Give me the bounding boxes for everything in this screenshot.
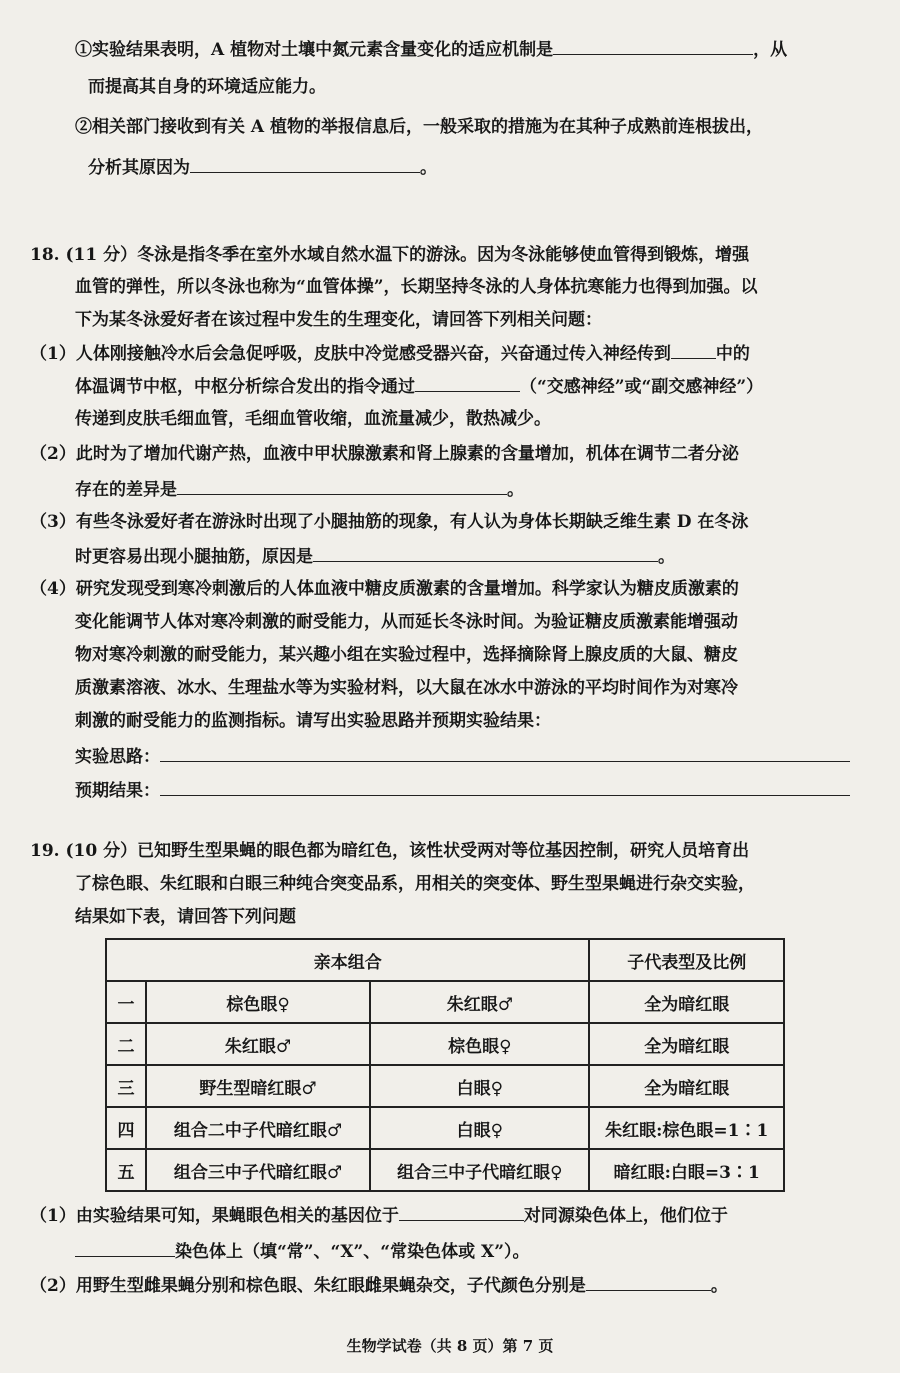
q19-part1-line2: 染色体上（填“常”、“X”、“常染色体或 X”）。 (75, 1240, 529, 1263)
q19-intro-2: 了棕色眼、朱红眼和白眼三种纯合突变品系，用相关的突变体、野生型果蝇进行杂交实验， (75, 874, 755, 894)
blank-q19-1b[interactable] (75, 1240, 175, 1257)
q19-intro-3: 结果如下表，请回答下列问题 (75, 907, 296, 927)
table-row (106, 1023, 784, 1065)
q17-sub1-line1: ①实验结果表明，A 植物对土壤中氮元素含量变化的适应机制是 ，从 (75, 40, 788, 60)
row-result: 朱红眼:棕色眼=1∶1 (589, 1107, 784, 1149)
q17-sub1-line2: 而提高其自身的环境适应能力。 (88, 77, 326, 97)
blank-q18-1b[interactable] (415, 375, 520, 392)
row-parent1: 组合二中子代暗红眼♂ (146, 1107, 370, 1149)
q19-intro-1: 19. (10 分）已知野生型果蝇的眼色都为暗红色，该性状受两对等位基因控制，研究人员培育出 (30, 841, 750, 861)
blank-q18-2[interactable] (177, 478, 507, 495)
q18-part4-line2: 变化能调节人体对寒冷刺激的耐受能力，从而延长冬泳时间。为验证糖皮质激素能增强动 (75, 612, 738, 632)
q17-sub2-line1: ②相关部门接收到有关 A 植物的举报信息后，一般采取的措施为在其种子成熟前连根拔出， (75, 117, 764, 137)
row-result: 暗红眼:白眼=3∶1 (589, 1149, 784, 1191)
row-parent2: 白眼♀ (370, 1065, 589, 1107)
q18-part2-line1: （2）此时为了增加代谢产热，血液中甲状腺激素和肾上腺素的含量增加，机体在调节二者分泌 (30, 444, 739, 464)
row-parent1: 朱红眼♂ (146, 1023, 370, 1065)
q18-intro-1: 18. (11 分）冬泳是指冬季在室外水域自然水温下的游泳。因为冬泳能够使血管得到锻炼，增强 (30, 245, 750, 265)
page-footer: 生物学试卷（共 8 页）第 7 页 (346, 1337, 554, 1355)
row-parent1: 棕色眼♀ (146, 981, 370, 1023)
q18-part2-line2: 存在的差异是 。 (75, 480, 524, 500)
row-id: 五 (106, 1149, 146, 1191)
blank-q17-1[interactable] (553, 38, 753, 55)
q18-part1-line2: 体温调节中枢，中枢分析综合发出的指令通过 （“交感神经”或“副交感神经”） (75, 377, 764, 397)
row-id: 二 (106, 1023, 146, 1065)
header-offspring: 子代表型及比例 (589, 939, 784, 981)
row-parent2: 组合三中子代暗红眼♀ (370, 1149, 589, 1191)
row-parent2: 棕色眼♀ (370, 1023, 589, 1065)
blank-q18-result[interactable] (160, 779, 850, 796)
row-id: 三 (106, 1065, 146, 1107)
q18-part4-line4: 质激素溶液、冰水、生理盐水等为实验材料，以大鼠在冰水中游泳的平均时间作为对寒冷 (75, 678, 738, 698)
row-id: 一 (106, 981, 146, 1023)
q18-intro-2: 血管的弹性，所以冬泳也称为“血管体操”，长期坚持冬泳的人身体抗寒能力也得到加强。以 (75, 277, 758, 297)
row-parent1: 组合三中子代暗红眼♂ (146, 1149, 370, 1191)
table-row (106, 981, 784, 1023)
blank-q19-1a[interactable] (399, 1204, 524, 1221)
blank-q19-2[interactable] (586, 1274, 711, 1291)
table-row (106, 1107, 784, 1149)
row-id: 四 (106, 1107, 146, 1149)
cross-results-table (105, 938, 785, 1192)
row-result: 全为暗红眼 (589, 1065, 784, 1107)
blank-q18-idea[interactable] (160, 745, 850, 762)
row-result: 全为暗红眼 (589, 981, 784, 1023)
row-parent1: 野生型暗红眼♂ (146, 1065, 370, 1107)
q18-part1-line3: 传递到皮肤毛细血管，毛细血管收缩，血流量减少，散热减少。 (75, 409, 551, 429)
table-header-row (106, 939, 784, 981)
q18-intro-3: 下为某冬泳爱好者在该过程中发生的生理变化，请回答下列相关问题： (75, 310, 602, 330)
q18-idea-line: 实验思路： (75, 745, 850, 768)
header-parent: 亲本组合 (106, 939, 589, 981)
q18-part4-line5: 刺激的耐受能力的监测指标。请写出实验思路并预期实验结果： (75, 711, 551, 731)
blank-q18-1a[interactable] (671, 342, 716, 359)
q18-part3-line2: 时更容易出现小腿抽筋，原因是 。 (75, 547, 675, 567)
q18-part3-line1: （3）有些冬泳爱好者在游泳时出现了小腿抽筋的现象，有人认为身体长期缺乏维生素 D 在冬泳 (30, 512, 749, 532)
q18-part4-line1: （4）研究发现受到寒冷刺激后的人体血液中糖皮质激素的含量增加。科学家认为糖皮质激素的 (30, 579, 739, 599)
table-row (106, 1065, 784, 1107)
q17-sub2-line2: 分析其原因为 。 (88, 158, 437, 178)
q18-part1-line1: （1）人体刚接触冷水后会急促呼吸，皮肤中冷觉感受器兴奋，兴奋通过传入神经传到 中的 (30, 344, 750, 364)
blank-q17-2[interactable] (190, 156, 420, 173)
row-parent2: 朱红眼♂ (370, 981, 589, 1023)
row-result: 全为暗红眼 (589, 1023, 784, 1065)
q18-result-line: 预期结果： (75, 779, 850, 802)
table-row (106, 1149, 784, 1191)
row-parent2: 白眼♀ (370, 1107, 589, 1149)
q18-part4-line3: 物对寒冷刺激的耐受能力，某兴趣小组在实验过程中，选择摘除肾上腺皮质的大鼠、糖皮 (75, 645, 738, 665)
q19-part2-line1: （2）用野生型雌果蝇分别和棕色眼、朱红眼雌果蝇杂交，子代颜色分别是 。 (30, 1276, 728, 1296)
blank-q18-3[interactable] (313, 545, 658, 562)
q19-part1-line1: （1）由实验结果可知，果蝇眼色相关的基因位于 对同源染色体上，他们位于 (30, 1206, 728, 1226)
